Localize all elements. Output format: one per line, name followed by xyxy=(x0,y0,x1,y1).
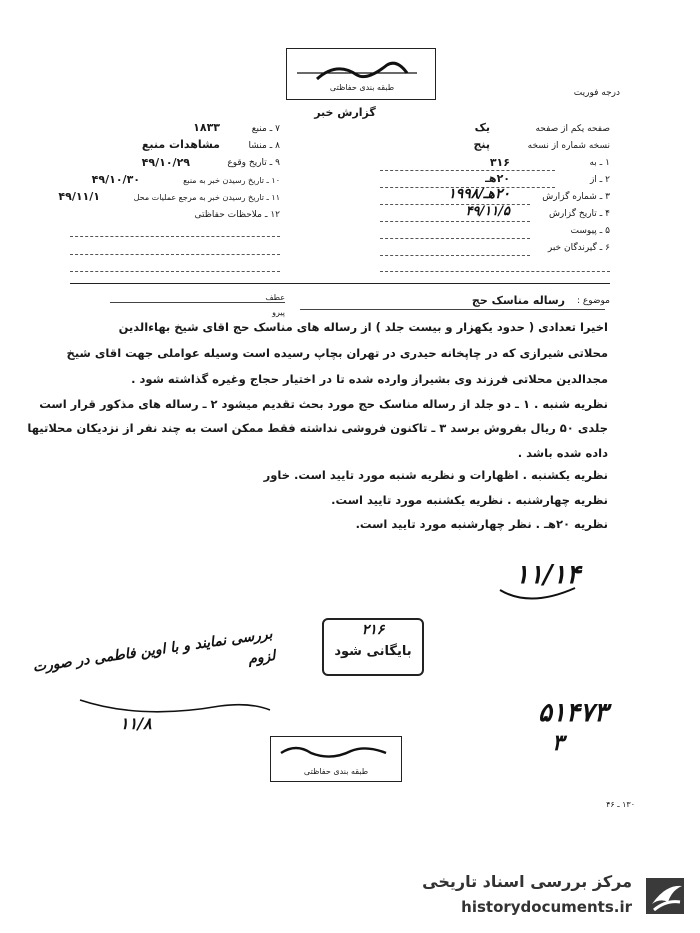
field-security-line-2 xyxy=(70,254,280,255)
field-security-line-3 xyxy=(70,271,280,272)
field-page-label: صفحه یکم از صفحه xyxy=(535,124,610,134)
history-logo-icon xyxy=(640,870,690,922)
report-title: گزارش خبر xyxy=(314,106,376,119)
field-to-label: ۱ ـ به xyxy=(589,158,610,168)
ref-peyro: پیرو xyxy=(272,308,285,317)
footer-watermark xyxy=(400,868,695,928)
footer-website: historydocuments.ir xyxy=(461,898,632,916)
form-code: ۱۳۰ ـ ۴۶ xyxy=(606,800,635,809)
field-source-label: ۷ ـ منبع xyxy=(251,124,280,134)
field-origin-label: ۸ ـ منشا xyxy=(248,141,280,151)
field-recipients-line-2 xyxy=(380,271,610,272)
field-report-no-value: ۲۰هـ/۱۹۹۸ xyxy=(448,186,510,202)
field-attachment-line xyxy=(380,238,530,239)
note-date: ۱۱/۸ xyxy=(120,714,152,733)
file-number: ۵۱۴۷۳ xyxy=(538,698,608,728)
archive-stamp-number: ۲۱۶ xyxy=(361,622,385,638)
header-separator xyxy=(70,283,610,284)
body-line-5: جلدی ۵۰ ریال بفروش برسد ۳ ـ تاکنون فروشی نداشته فقط ممکن است به چند نفر از نزدیکان محلاتیها xyxy=(27,421,608,435)
field-source-value: ۱۸۳۳ xyxy=(193,121,220,134)
signature-number: ۱۱/۱۴ xyxy=(515,560,581,590)
subject-value: رساله مناسک حج xyxy=(471,294,565,307)
handwritten-note: بررسی نمایند و با اوین فاطمی در صورت لزوم xyxy=(31,626,277,676)
body-line-6: داده شده باشد . xyxy=(517,446,608,460)
field-from-label: ۲ ـ از xyxy=(589,175,610,185)
body-line-8: نظریه چهارشنبه . نظریه یکشنبه مورد تایید است. xyxy=(331,493,608,507)
subject-label: موضوع : xyxy=(576,296,610,306)
field-local-received-label: ۱۱ ـ تاریخ رسیدن خبر به مرجع عملیات محل xyxy=(133,193,280,202)
field-report-date-label: ۴ ـ تاریخ گزارش xyxy=(548,209,610,219)
body-line-4: نظریه شنبه . ۱ ـ دو جلد از رساله مناسک حج مورد بحث تقدیم میشود ۲ ـ رساله های مذکور قرار است xyxy=(39,397,608,411)
body-line-3: مجدالدین محلاتی فرزند وی بشیراز وارده شده تا در اختیار حجاج وغیره گذاشته شود . xyxy=(131,372,608,386)
ref-atf: عطف xyxy=(265,293,285,302)
file-subnumber: ۳ xyxy=(552,730,564,756)
subject-underline xyxy=(300,309,605,310)
archive-stamp-text: بایگانی شود xyxy=(334,644,412,659)
field-local-received-value: ۴۹/۱۱/۱ xyxy=(58,190,100,203)
field-security-label: ۱۲ ـ ملاحظات حفاظتی xyxy=(194,210,280,220)
field-source-received-value: ۴۹/۱۰/۳۰ xyxy=(91,173,140,186)
field-source-received-label: ۱۰ ـ تاریخ رسیدن خبر به منبع xyxy=(183,176,280,185)
bottom-stamp-scribble xyxy=(271,737,403,783)
field-report-no-label: ۳ ـ شماره گزارش xyxy=(542,192,610,202)
field-security-line-1 xyxy=(70,236,280,237)
footer-org-name: مرکز بررسی اسناد تاریخی xyxy=(422,872,632,891)
note-underline-stroke xyxy=(80,690,280,730)
urgency-label: درجه فوریت xyxy=(573,88,620,98)
archive-stamp xyxy=(322,618,424,676)
classification-label: طبقه بندی حفاظتی xyxy=(329,83,395,92)
field-copy-label: نسخه شماره از نسخه xyxy=(527,141,610,151)
signature-stroke xyxy=(500,580,580,610)
right-fields xyxy=(380,121,610,284)
left-fields xyxy=(40,121,280,284)
field-recipients-line xyxy=(380,255,530,256)
field-copy-value: پنج xyxy=(473,138,490,151)
ref-atf-line xyxy=(110,302,285,303)
field-from-value: ۲۰هـ xyxy=(485,172,510,185)
field-occurrence-label: ۹ ـ تاریخ وقوع xyxy=(227,158,280,168)
field-page-value: یک xyxy=(474,121,490,134)
body-line-7: نظریه یکشنبه . اظهارات و نظریه شنبه مورد تایید است. خاور xyxy=(263,468,608,482)
classification-stamp-bottom xyxy=(270,736,402,782)
field-report-date-line xyxy=(380,221,530,222)
bottom-stamp-label: طبقه بندی حفاظتی xyxy=(303,767,369,776)
field-to-line xyxy=(380,170,555,171)
field-recipients-label: ۶ ـ گیرندگان خبر xyxy=(547,243,610,253)
field-report-date-value: ۴۹/۱۱/۵ xyxy=(465,204,510,219)
body-line-1: اخیرا تعدادی ( حدود یکهزار و بیست جلد ) از رساله های مناسک حج اقای شیخ بهاءالدین xyxy=(118,320,608,334)
body-line-2: محلاتی شیرازی که در چاپخانه حیدری در تهران بچاپ رسیده است وسیله عواملی جهت اقای شیخ xyxy=(66,346,608,360)
body-line-9: نظریه ۲۰هـ . نظر چهارشنبه مورد تایید است. xyxy=(355,517,608,531)
field-to-value: ۳۱۶ xyxy=(489,156,510,169)
field-attachment-label: ۵ ـ پیوست xyxy=(570,226,610,236)
classification-stamp-top xyxy=(286,48,436,100)
field-occurrence-value: ۴۹/۱۰/۲۹ xyxy=(141,156,190,169)
field-origin-value: مشاهدات منبع xyxy=(141,138,220,151)
stamp-scribble xyxy=(287,49,437,101)
